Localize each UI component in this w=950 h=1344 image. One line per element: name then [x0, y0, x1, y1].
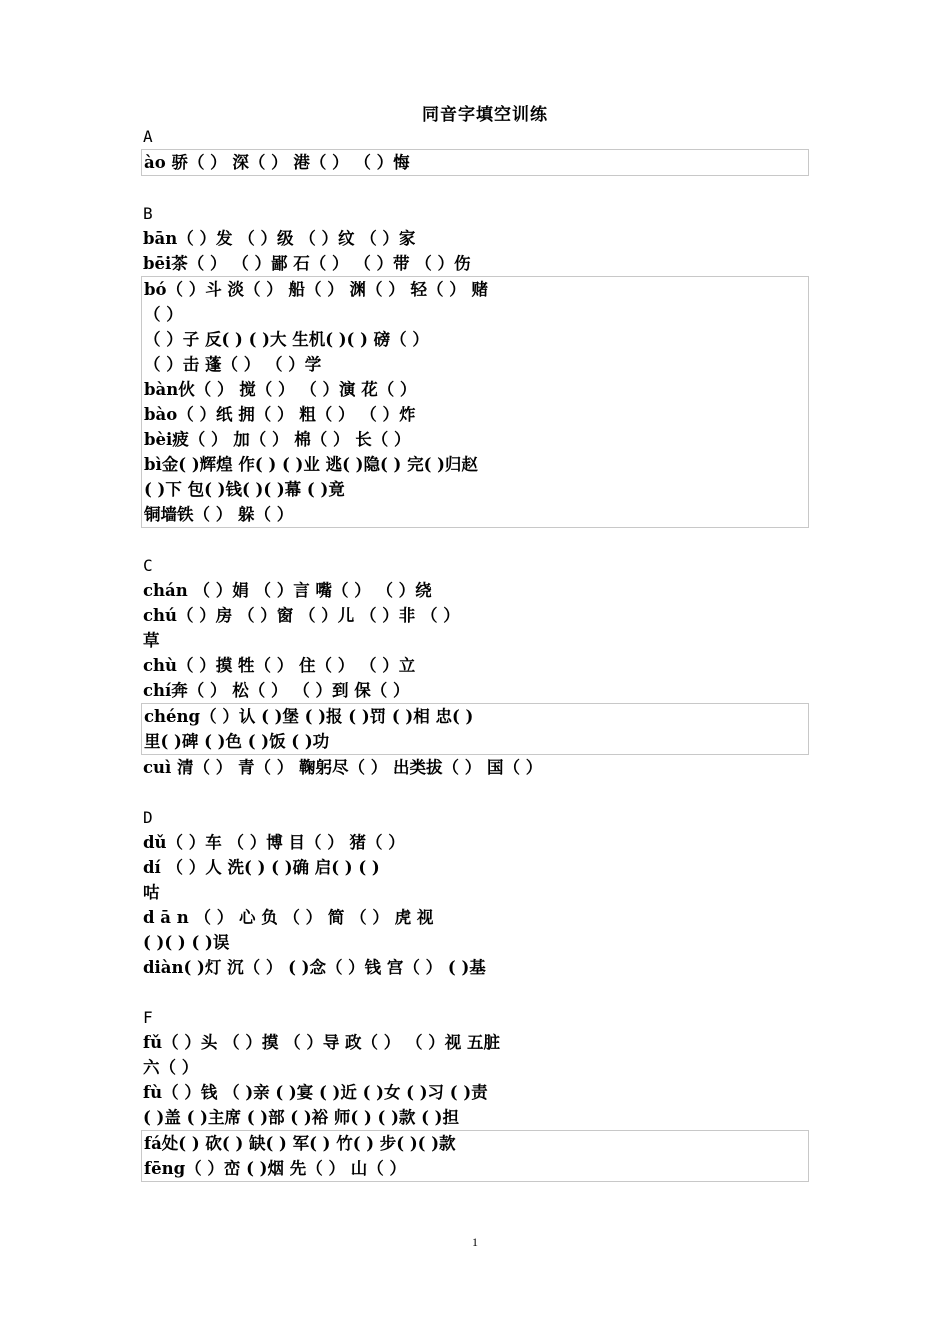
exercise-line: ( )盖 ( )主席 ( )部 ( )裕 师( ) ( )款 ( )担	[143, 1108, 459, 1127]
exercise-line: bēi茶（ ） （ ）鄙 石（ ） （ ）带 （ ）伤	[143, 254, 471, 273]
exercise-line: chán （ ）娟 （ ）言 嘴（ ） （ ）绕	[143, 581, 432, 600]
exercise-line: （ ）	[144, 305, 183, 324]
exercise-line: chù（ ）摸 牲（ ） 住（ ） （ ）立	[143, 656, 416, 675]
boxed-group	[141, 149, 809, 176]
exercise-line: 六（ ）	[143, 1058, 199, 1077]
exercise-line: diàn( )灯 沉（ ） ( )念（ ）钱 宫（ ） ( )基	[143, 958, 486, 977]
section-letter-f: F	[143, 1008, 153, 1027]
exercise-line: fá处( ) 砍( ) 缺( ) 军( ) 竹( ) 步( )( )款	[144, 1134, 456, 1153]
exercise-line: dí （ ）人 洗( ) ( )确 启( ) ( )	[143, 858, 380, 877]
boxed-group	[141, 703, 809, 755]
exercise-line: bì金( )辉煌 作( ) ( )业 逃( )隐( ) 完( )归赵	[144, 455, 478, 474]
page-title: 同音字填空训练	[422, 105, 548, 125]
exercise-line: 里( )碑 ( )色 ( )饭 ( )功	[144, 732, 330, 751]
boxed-group	[141, 276, 809, 528]
exercise-line: fù（ ）钱 （ )亲 ( )宴 ( )近 ( )女 ( )习 ( )责	[143, 1083, 488, 1102]
exercise-line: fēng（ ）峦 ( )烟 先（ ） 山（ ）	[144, 1159, 406, 1178]
exercise-line: （ ）子 反( ) ( )大 生机( )( ) 磅（ ）	[144, 330, 429, 349]
exercise-line: bān（ ）发 （ ）级 （ ）纹 （ ）家	[143, 229, 416, 248]
section-letter-d: D	[143, 808, 153, 827]
exercise-line: d ā n （ ） 心 负 （ ） 简 （ ） 虎 视	[143, 908, 434, 927]
exercise-line: chí奔（ ） 松（ ） （ ）到 保（ ）	[143, 681, 410, 700]
exercise-line: cuì 清（ ） 青（ ） 鞠躬尽（ ） 出类拔（ ） 国（ ）	[143, 758, 543, 777]
exercise-line: bó（ ）斗 淡（ ） 船（ ） 渊（ ） 轻（ ） 赌	[144, 280, 488, 299]
section-letter-a: A	[143, 127, 153, 146]
exercise-line: chú（ ）房 （ ）窗 （ ）儿 （ ）非 （ ）	[143, 606, 460, 625]
exercise-line: ào 骄（ ） 深（ ） 港（ ） （ ）悔	[144, 153, 410, 172]
exercise-line: 铜墙铁（ ） 躲（ ）	[144, 505, 294, 524]
exercise-line: ( )下 包( )钱( )( )幕 ( )竟	[144, 480, 345, 499]
section-letter-b: B	[143, 204, 153, 223]
exercise-line: fǔ（ ）头 （ ）摸 （ ）导 政（ ） （ ）视 五脏	[143, 1033, 501, 1052]
exercise-line: 草	[143, 631, 160, 650]
exercise-line: （ ）击 蓬（ ） （ ）学	[144, 355, 322, 374]
boxed-group	[141, 1130, 809, 1182]
exercise-line: chéng（ ）认 ( )堡 ( )报 ( )罚 ( )相 忠( )	[144, 707, 474, 726]
exercise-line: bèi疲（ ） 加（ ） 棉（ ） 长（ ）	[144, 430, 411, 449]
exercise-line: bàn伙（ ） 搅（ ） （ ）演 花（ ）	[144, 380, 417, 399]
page-number: 1	[472, 1235, 478, 1249]
exercise-line: 咕	[143, 883, 160, 902]
section-letter-c: C	[143, 556, 153, 575]
exercise-line: ( )( ) ( )误	[143, 933, 230, 952]
exercise-line: dǔ（ ）车 （ ）博 目（ ） 猪（ ）	[143, 833, 405, 852]
exercise-content	[143, 124, 809, 1182]
exercise-line: bào（ ）纸 拥（ ） 粗（ ） （ ）炸	[144, 405, 416, 424]
